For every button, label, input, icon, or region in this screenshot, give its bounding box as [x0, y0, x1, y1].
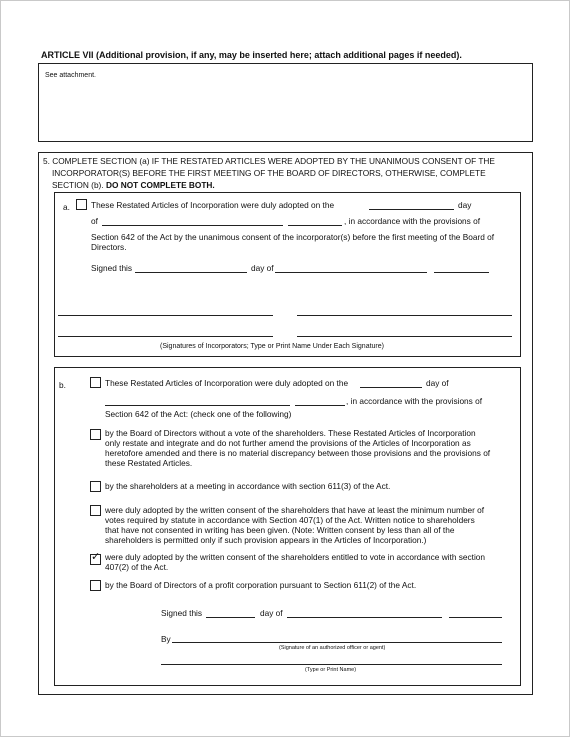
part-b-section-text: Section 642 of the Act: (check one of the following)	[105, 409, 292, 419]
option-board-restate-line2: only restate and integrate and do not further amend the provisions of the Articles of Incorporation as	[105, 438, 471, 448]
option-shareholders-meeting-text: by the shareholders at a meeting in accordance with section 611(3) of the Act.	[105, 481, 391, 491]
part-a-month-field[interactable]	[102, 225, 283, 226]
part-b-provisions-text: , in accordance with the provisions of	[346, 396, 483, 406]
part-b-checkbox[interactable]	[90, 377, 101, 388]
option-written-consent-minimum-checkbox[interactable]	[90, 505, 101, 516]
part-b-by-label: By	[161, 634, 171, 644]
option-board-restate-line1: by the Board of Directors without a vote of the shareholders. These Restated Articles of Incorporation	[105, 428, 476, 438]
part-b-day-of: day of	[260, 608, 283, 618]
authorized-signature-caption: (Signature of an authorized officer or agent)	[279, 645, 386, 651]
article-vii-content: See attachment.	[45, 72, 96, 79]
article-vii-box[interactable]	[38, 63, 533, 142]
part-a-day-field[interactable]	[369, 209, 454, 210]
option-board-profit-corp-checkbox[interactable]	[90, 580, 101, 591]
authorized-signature-field[interactable]	[172, 642, 502, 643]
option-board-restate-line4: these Restated Articles.	[105, 458, 193, 468]
option-written-consent-all-line2: 407(2) of the Act.	[105, 562, 169, 572]
part-a-year-field[interactable]	[288, 225, 342, 226]
section-5-line3	[52, 181, 215, 189]
do-not-complete-both: DO NOT COMPLETE BOTH.	[105, 180, 215, 190]
part-a-signature-line-2[interactable]	[297, 315, 512, 316]
part-b-year-field[interactable]	[295, 405, 345, 406]
part-a-signature-caption: (Signatures of Incorporators; Type or Print Name Under Each Signature)	[160, 343, 384, 350]
part-a-adopted-text: These Restated Articles of Incorporation were duly adopted on the	[91, 200, 335, 210]
part-a-signed-year-field[interactable]	[434, 272, 489, 273]
option-shareholders-meeting-checkbox[interactable]	[90, 481, 101, 492]
part-a-day-word: day	[458, 200, 472, 210]
option-written-consent-all-checkbox[interactable]	[90, 550, 101, 565]
option-written-consent-minimum-line1: were duly adopted by the written consent of the shareholders that have at least the minimum number of	[105, 505, 485, 515]
part-a-checkbox[interactable]	[76, 199, 87, 210]
option-board-restate-checkbox[interactable]	[90, 429, 101, 440]
part-a-signature-line-1[interactable]	[58, 315, 273, 316]
part-a-signed-month-field[interactable]	[275, 272, 427, 273]
part-a-signed-day-field[interactable]	[135, 272, 247, 273]
part-b-month-field[interactable]	[105, 405, 290, 406]
part-a-day-of: day of	[251, 263, 274, 273]
part-b-signed-day-field[interactable]	[206, 617, 255, 618]
part-a-label: a.	[63, 202, 70, 212]
part-b-adopted-text: These Restated Articles of Incorporation were duly adopted on the	[105, 378, 349, 388]
part-a-section-line1: Section 642 of the Act by the unanimous consent of the incorporator(s) before the first meeting of the Board of	[91, 232, 495, 242]
check-mark-icon: ✓	[91, 550, 101, 563]
section-5-line3-text: SECTION (b).	[52, 180, 104, 190]
part-a-provisions-text: , in accordance with the provisions of	[344, 216, 481, 226]
section-5-line1: 5. COMPLETE SECTION (a) IF THE RESTATED ARTICLES WERE ADOPTED BY THE UNANIMOUS CONSENT OF THE	[43, 156, 495, 166]
part-a-signature-line-4[interactable]	[297, 336, 512, 337]
part-a-of-word: of	[91, 216, 98, 226]
type-or-print-name-field[interactable]	[161, 664, 502, 665]
option-written-consent-minimum-line2: votes required by statute in accordance with Section 407(1) of the Act. Written notice to shareholders	[105, 515, 475, 525]
part-b-signed-month-field[interactable]	[287, 617, 442, 618]
part-a-signature-line-3[interactable]	[58, 336, 273, 337]
option-board-profit-corp-text: by the Board of Directors of a profit corporation pursuant to Section 611(2) of the Act.	[105, 580, 417, 590]
part-a-signed-this: Signed this	[91, 263, 133, 273]
option-written-consent-all-line1: were duly adopted by the written consent of the shareholders entitled to vote in accordance with section	[105, 552, 486, 562]
part-b-signed-this: Signed this	[161, 608, 203, 618]
type-or-print-name-caption: (Type or Print Name)	[305, 667, 357, 673]
option-written-consent-minimum-line4: shareholders is permitted only if such provision appears in the Articles of Incorporation.)	[105, 535, 427, 545]
part-b-label: b.	[59, 380, 66, 390]
part-b-signed-year-field[interactable]	[449, 617, 502, 618]
part-b-day-word: day of	[426, 378, 449, 388]
part-b-day-field[interactable]	[360, 387, 422, 388]
option-board-restate-line3: heretofore amended and there is no material discrepancy between those provisions and the provisions of	[105, 448, 491, 458]
option-written-consent-minimum-line3: that have not consented in writing has been given. (Note: Written consent by less than all of the	[105, 525, 455, 535]
section-5-line2: INCORPORATOR(S) BEFORE THE FIRST MEETING OF THE BOARD OF DIRECTORS, OTHERWISE, COMPLETE	[52, 168, 486, 178]
article-vii-heading: ARTICLE VII (Additional provision, if any, may be inserted here; attach additional pages if needed).	[41, 50, 462, 60]
part-a-section-line2: Directors.	[91, 242, 127, 252]
